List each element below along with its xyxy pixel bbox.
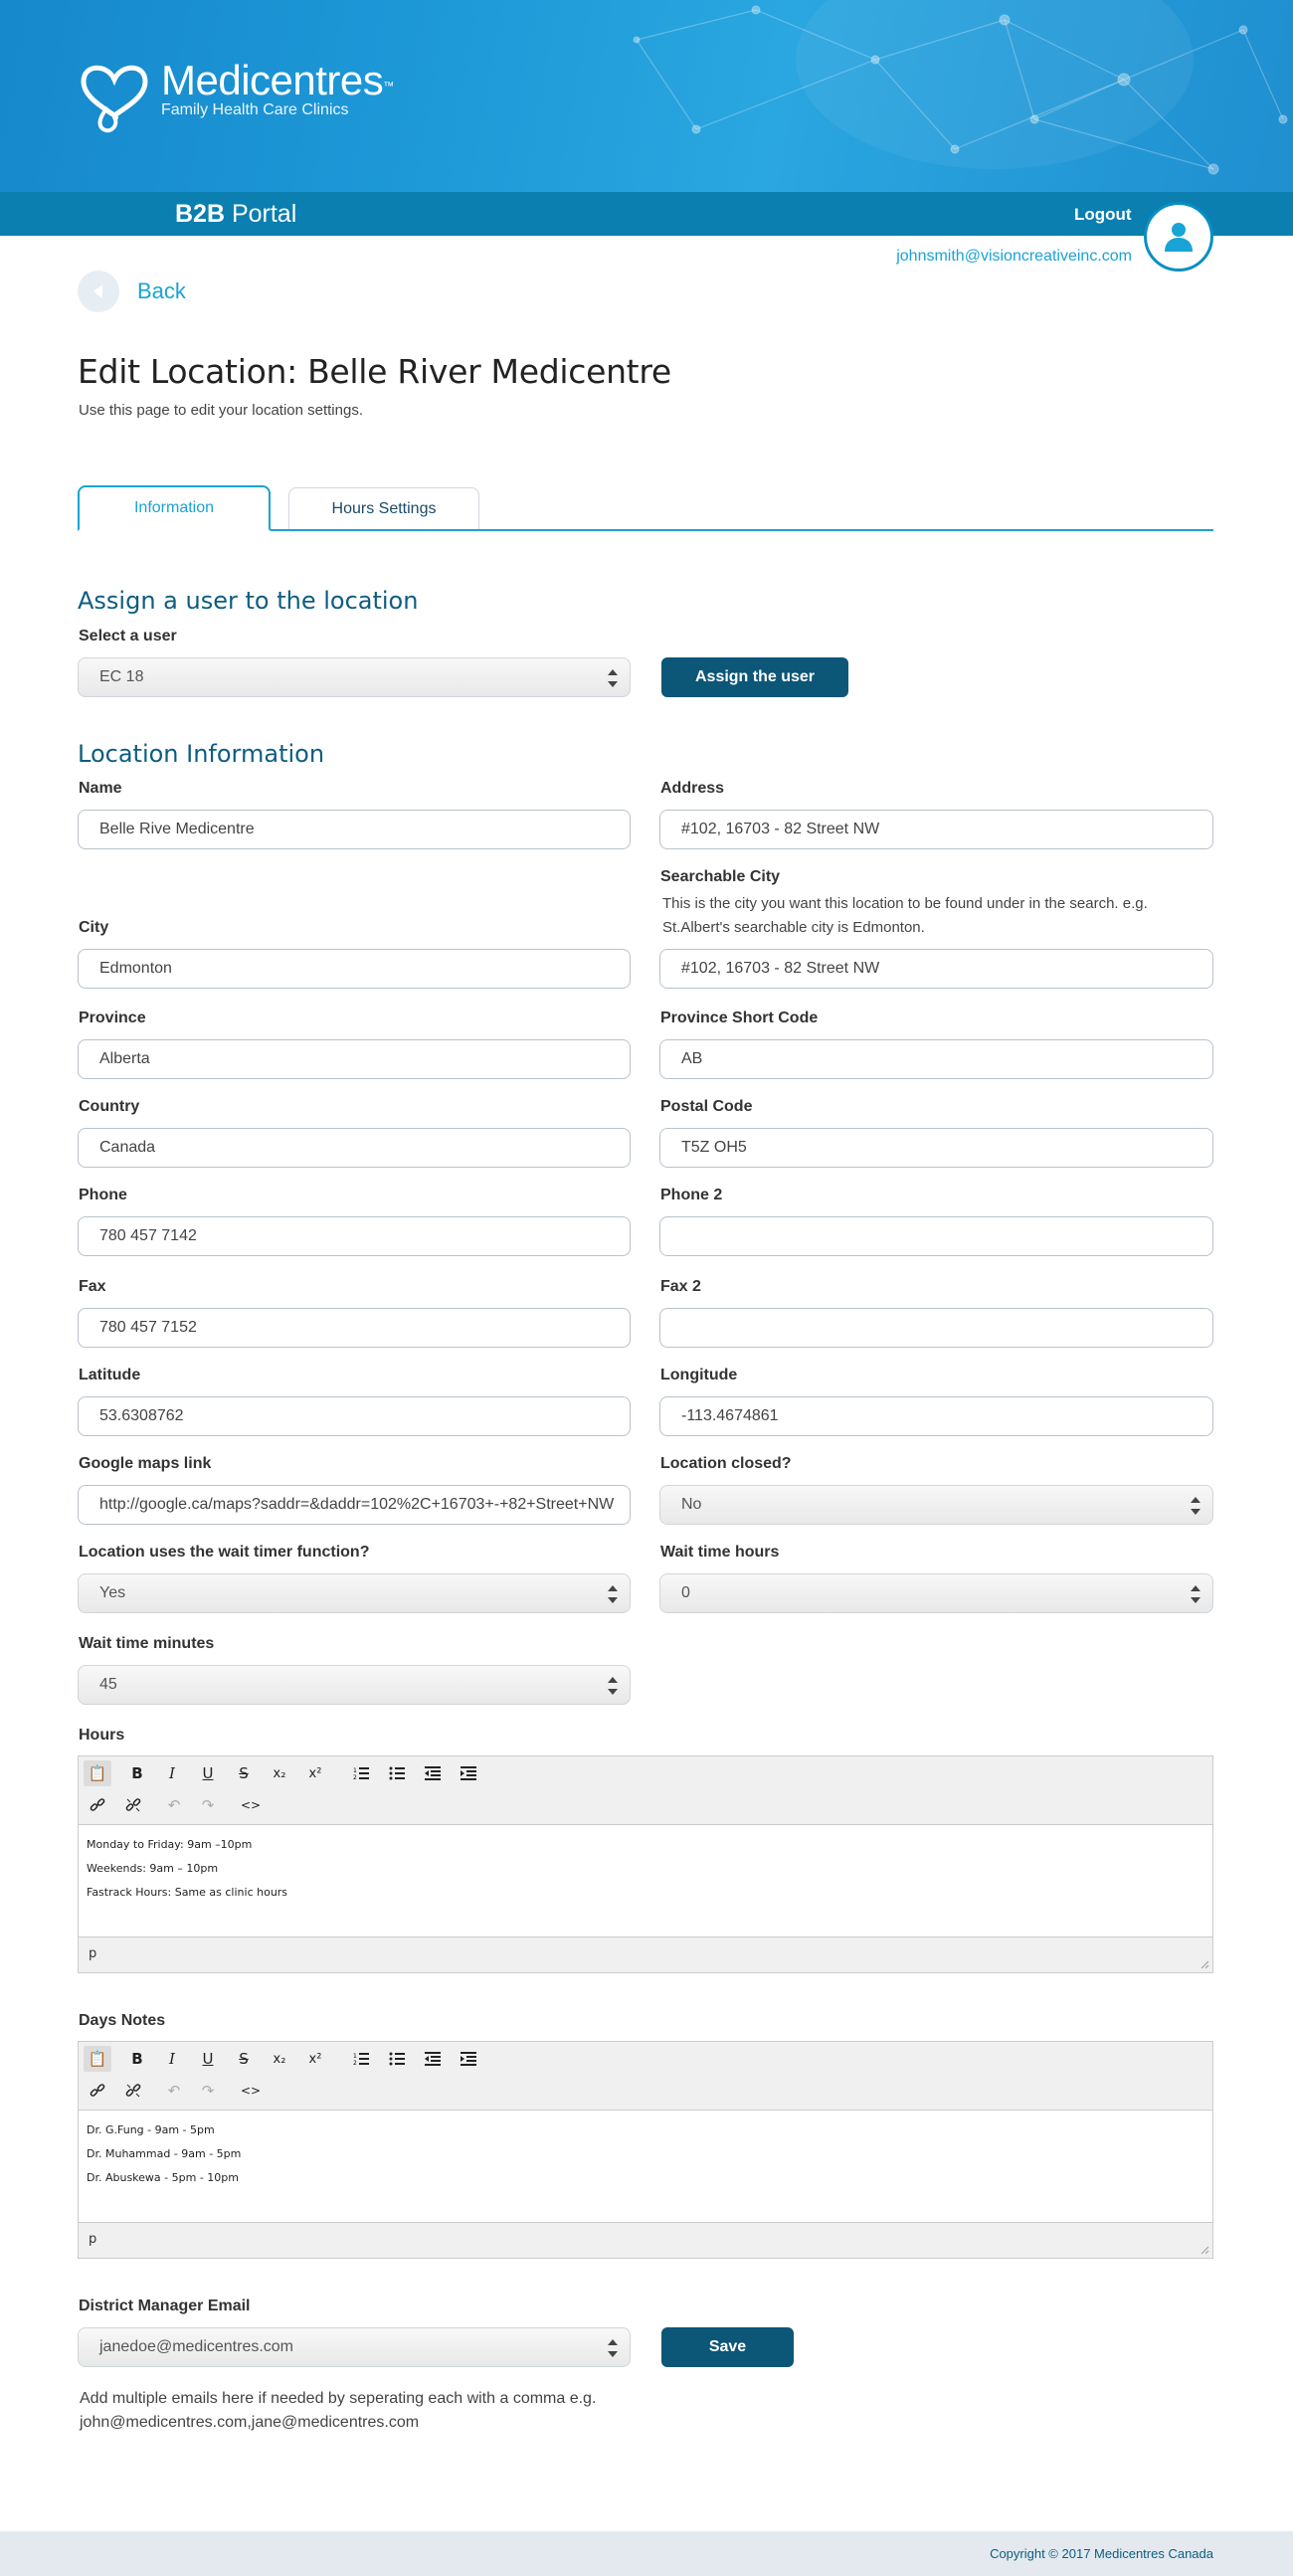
undo-icon[interactable]: ↶ — [167, 2082, 181, 2100]
outdent-icon[interactable] — [419, 1760, 447, 1786]
subscript-button[interactable]: x₂ — [273, 1765, 286, 1781]
country-label: Country — [79, 1098, 140, 1115]
underline-button[interactable]: U — [202, 1764, 214, 1782]
bullet-list-icon[interactable] — [383, 1760, 411, 1786]
indent-icon[interactable] — [455, 2046, 482, 2072]
back-label: Back — [137, 278, 186, 303]
days-note-line: Dr. G.Fung - 9am - 5pm — [87, 2123, 215, 2136]
link-icon[interactable] — [84, 1792, 111, 1818]
address-label: Address — [660, 780, 725, 797]
searchable-city-help: This is the city you want this location to be found under in the search. e.g. St.Albert's searchable city is Edmonton. — [662, 895, 1148, 936]
assign-user-heading: Assign a user to the location — [78, 587, 419, 615]
maps-link-input[interactable]: http://google.ca/maps?saddr=&daddr=102%2C+16703+-+82+Street+NW — [78, 1485, 631, 1525]
strikethrough-button[interactable]: S — [239, 1764, 249, 1782]
superscript-button[interactable]: x² — [308, 2051, 322, 2067]
unlink-icon[interactable] — [119, 1792, 147, 1818]
select-user-value: EC 18 — [99, 668, 144, 685]
postal-code-label: Postal Code — [660, 1098, 753, 1115]
select-arrows-icon — [608, 1585, 618, 1603]
wait-hours-dropdown[interactable] — [659, 1573, 1213, 1613]
phone-label: Phone — [79, 1187, 127, 1203]
wait-minutes-label: Wait time minutes — [79, 1635, 215, 1652]
district-email-help: Add multiple emails here if needed by seperating each with a comma e.g. john@medicentres.com,jane@medicentres.com — [80, 2390, 597, 2431]
superscript-button[interactable]: x² — [308, 1765, 322, 1781]
select-arrows-icon — [608, 2339, 618, 2357]
hours-label: Hours — [79, 1727, 125, 1744]
days-editor-statusbar — [79, 2222, 1212, 2258]
fax2-label: Fax 2 — [660, 1278, 701, 1295]
days-notes-editor — [78, 2041, 1213, 2259]
province-short-label: Province Short Code — [660, 1010, 819, 1026]
wait-timer-value: Yes — [99, 1584, 126, 1601]
back-arrow-icon — [78, 271, 119, 312]
days-editor-content[interactable] — [79, 2111, 1212, 2223]
name-label: Name — [79, 780, 122, 797]
svg-text:2: 2 — [353, 1774, 357, 1780]
hours-editor-content[interactable] — [79, 1825, 1212, 1937]
city-label: City — [79, 919, 109, 936]
tab-information[interactable]: Information — [78, 485, 271, 531]
address-input[interactable]: #102, 16703 - 82 Street NW — [659, 810, 1213, 849]
source-code-button[interactable]: <> — [240, 1798, 262, 1812]
postal-code-input[interactable]: T5Z OH5 — [659, 1128, 1213, 1168]
medicentres-logo[interactable] — [78, 58, 394, 135]
element-path[interactable]: p — [89, 1946, 97, 1961]
numbered-list-icon[interactable] — [347, 1760, 375, 1786]
searchable-city-input[interactable]: #102, 16703 - 82 Street NW — [659, 949, 1213, 989]
strikethrough-button[interactable]: S — [239, 2050, 249, 2068]
select-user-dropdown[interactable] — [78, 657, 631, 697]
portal-bar — [0, 192, 1293, 236]
portal-title: B2B Portal — [175, 200, 297, 228]
brand-name: Medicentres™ — [161, 57, 394, 103]
bold-button[interactable]: B — [131, 1764, 143, 1782]
user-avatar[interactable] — [1144, 202, 1213, 272]
latitude-label: Latitude — [79, 1367, 141, 1383]
fax2-input[interactable] — [659, 1308, 1213, 1348]
bullet-list-icon[interactable] — [383, 2046, 411, 2072]
paste-icon[interactable]: 📋 — [84, 1760, 111, 1786]
numbered-list-icon[interactable] — [347, 2046, 375, 2072]
maps-link-label: Google maps link — [79, 1455, 212, 1472]
days-note-line: Dr. Muhammad - 9am - 5pm — [87, 2147, 242, 2160]
wait-minutes-value: 45 — [99, 1676, 117, 1693]
longitude-input[interactable]: -113.4674861 — [659, 1396, 1213, 1436]
wait-hours-label: Wait time hours — [660, 1544, 780, 1561]
phone2-label: Phone 2 — [660, 1187, 723, 1203]
days-editor-toolbar — [79, 2042, 1212, 2111]
select-arrows-icon — [608, 669, 618, 687]
assign-user-button[interactable]: Assign the user — [661, 657, 848, 697]
location-closed-value: No — [681, 1496, 702, 1513]
footer — [0, 2531, 1293, 2576]
wait-timer-label: Location uses the wait timer function? — [79, 1544, 370, 1561]
wait-hours-value: 0 — [681, 1584, 690, 1601]
city-input[interactable]: Edmonton — [78, 949, 631, 989]
longitude-label: Longitude — [660, 1367, 738, 1383]
resize-grip-icon[interactable] — [1200, 1959, 1209, 1969]
link-icon[interactable] — [84, 2078, 111, 2104]
heart-stethoscope-icon — [78, 58, 151, 135]
phone2-input[interactable] — [659, 1216, 1213, 1256]
svg-text:1: 1 — [353, 1767, 357, 1774]
province-short-input[interactable]: AB — [659, 1039, 1213, 1079]
location-info-heading: Location Information — [78, 740, 325, 768]
paste-icon[interactable]: 📋 — [84, 2046, 111, 2072]
outdent-icon[interactable] — [419, 2046, 447, 2072]
hours-line: Fastrack Hours: Same as clinic hours — [87, 1886, 288, 1899]
page-title: Edit Location: Belle River Medicentre — [78, 352, 671, 391]
wait-timer-dropdown[interactable] — [78, 1573, 631, 1613]
subscript-button[interactable]: x₂ — [273, 2051, 286, 2067]
bold-button[interactable]: B — [131, 2050, 143, 2068]
user-icon — [1162, 220, 1196, 254]
indent-icon[interactable] — [455, 1760, 482, 1786]
hours-editor-statusbar — [79, 1936, 1212, 1972]
days-note-line: Dr. Abuskewa - 5pm - 10pm — [87, 2171, 239, 2184]
copyright-text: Copyright © 2017 Medicentres Canada — [990, 2546, 1213, 2561]
underline-button[interactable]: U — [202, 2050, 214, 2068]
country-input[interactable]: Canada — [78, 1128, 631, 1168]
wait-minutes-dropdown[interactable] — [78, 1665, 631, 1705]
name-input[interactable]: Belle Rive Medicentre — [78, 810, 631, 849]
brand-tagline: Family Health Care Clinics — [161, 101, 349, 118]
user-email: johnsmith@visioncreativeinc.com — [896, 248, 1132, 265]
save-button[interactable]: Save — [661, 2327, 794, 2367]
searchable-city-label: Searchable City — [660, 868, 781, 885]
hours-line: Weekends: 9am – 10pm — [87, 1862, 219, 1875]
redo-icon[interactable]: ↷ — [201, 2082, 215, 2100]
back-link[interactable] — [78, 271, 186, 312]
resize-grip-icon[interactable] — [1200, 2245, 1209, 2255]
phone-input[interactable]: 780 457 7142 — [78, 1216, 631, 1256]
hours-editor-toolbar — [79, 1756, 1212, 1825]
select-user-label: Select a user — [79, 628, 177, 644]
undo-icon[interactable]: ↶ — [167, 1796, 181, 1814]
district-manager-value: janedoe@medicentres.com — [99, 2338, 294, 2355]
select-arrows-icon — [1191, 1497, 1201, 1515]
svg-text:1: 1 — [353, 2053, 357, 2060]
location-closed-label: Location closed? — [660, 1455, 792, 1472]
unlink-icon[interactable] — [119, 2078, 147, 2104]
select-arrows-icon — [608, 1677, 618, 1695]
hours-editor — [78, 1755, 1213, 1973]
logout-link[interactable]: Logout — [1074, 205, 1132, 224]
fax-label: Fax — [79, 1278, 106, 1295]
element-path[interactable]: p — [89, 2232, 97, 2247]
italic-button[interactable]: I — [169, 1764, 175, 1782]
redo-icon[interactable]: ↷ — [201, 1796, 215, 1814]
svg-text:2: 2 — [353, 2060, 357, 2066]
latitude-input[interactable]: 53.6308762 — [78, 1396, 631, 1436]
location-closed-dropdown[interactable] — [659, 1485, 1213, 1525]
hours-line: Monday to Friday: 9am –10pm — [87, 1838, 253, 1851]
italic-button[interactable]: I — [169, 2050, 175, 2068]
district-manager-dropdown[interactable] — [78, 2327, 631, 2367]
header-banner — [0, 0, 1293, 192]
province-label: Province — [79, 1010, 146, 1026]
tab-hours-settings[interactable]: Hours Settings — [288, 487, 479, 529]
district-manager-label: District Manager Email — [79, 2298, 251, 2314]
source-code-button[interactable]: <> — [240, 2084, 262, 2098]
days-notes-label: Days Notes — [79, 2012, 166, 2029]
page-subtitle: Use this page to edit your location settings. — [79, 402, 363, 419]
fax-input[interactable]: 780 457 7152 — [78, 1308, 631, 1348]
select-arrows-icon — [1191, 1585, 1201, 1603]
province-input[interactable]: Alberta — [78, 1039, 631, 1079]
